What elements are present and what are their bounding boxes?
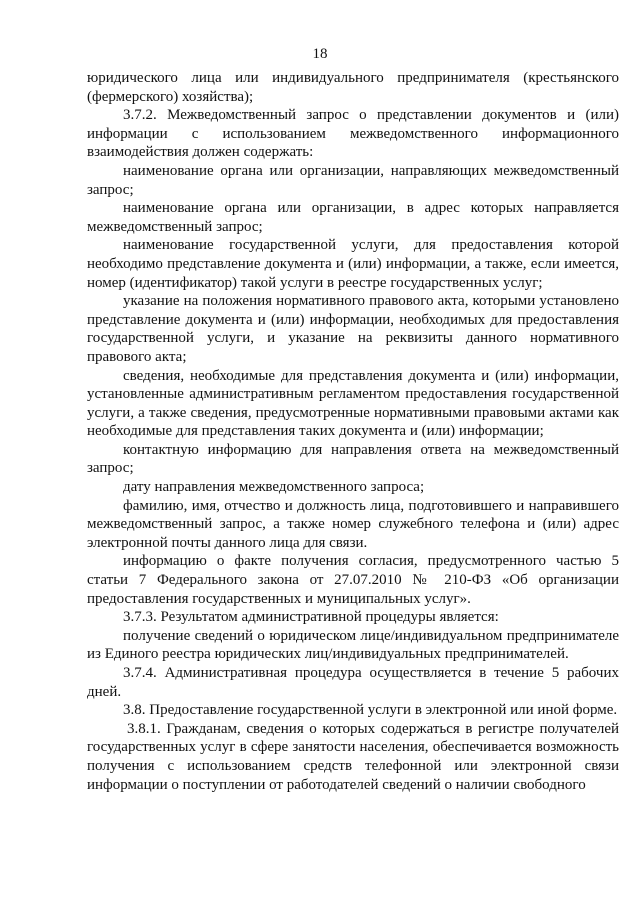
- paragraph: дату направления межведомственного запроса;: [123, 479, 425, 496]
- document-body: [87, 69, 619, 794]
- page-number: 18: [312, 46, 328, 62]
- paragraph: 3.7.2. Межведомственный запрос о представлении документов и (или) информации с использованием межведомственного информационного взаимодействия должен содержать:: [87, 107, 619, 161]
- paragraph: 3.7.3. Результатом административной процедуры является:: [123, 609, 499, 626]
- paragraph: указание на положения нормативного правового акта, которыми установлено представление документа и (или) информации, необходимых для предоставления государственной услуги, и указание на реквизиты данного нормативного правового акта;: [87, 293, 619, 365]
- paragraph: наименование органа или организации, в адрес которых направляется межведомственный запрос;: [87, 200, 619, 235]
- paragraph: 3.7.4. Административная процедура осуществляется в течение 5 рабочих дней.: [87, 665, 619, 700]
- paragraph: наименование государственной услуги, для предоставления которой необходимо представление документа и (или) информации, а также, если имеется, номер (идентификатор) такой услуги в реестре государственных услуг;: [87, 237, 619, 291]
- paragraph: информацию о факте получения согласия, предусмотренного частью 5 статьи 7 Федерального закона от 27.07.2010 № 210-ФЗ «Об организации предоставления государственных и муниципальных услуг».: [87, 553, 619, 607]
- paragraph: 3.8.1. Гражданам, сведения о которых содержаться в регистре получателей государственных услуг в сфере занятости населения, обеспечивается возможность получения с использованием средств телефонной или электронной связи информации о поступлении от работодателей сведений о наличии свободного: [87, 720, 619, 793]
- paragraph: наименование органа или организации, направляющих межведомственный запрос;: [87, 162, 619, 198]
- paragraph: фамилию, имя, отчество и должность лица, подготовившего и направившего межведомственный запрос, а также номер служебного телефона и (или) адрес электронной почты данного лица для связи.: [87, 497, 619, 551]
- paragraph: сведения, необходимые для представления документа и (или) информации, установленные административным регламентом предоставления государственной услуги, а также сведения, предусмотренные нормативными правовыми актами как необходимые для представления таких документа и (или) информации;: [87, 367, 619, 440]
- paragraph: 3.8. Предоставление государственной услуги в электронной или иной форме.: [123, 702, 618, 719]
- paragraph: получение сведений о юридическом лице/индивидуальном предпринимателе из Единого реестра юридических лиц/индивидуальных предпринимателей.: [87, 627, 619, 663]
- paragraph: юридического лица или индивидуального предпринимателя (крестьянского (фермерского) хозяйства);: [87, 70, 619, 105]
- paragraph: контактную информацию для направления ответа на межведомственный запрос;: [87, 441, 619, 477]
